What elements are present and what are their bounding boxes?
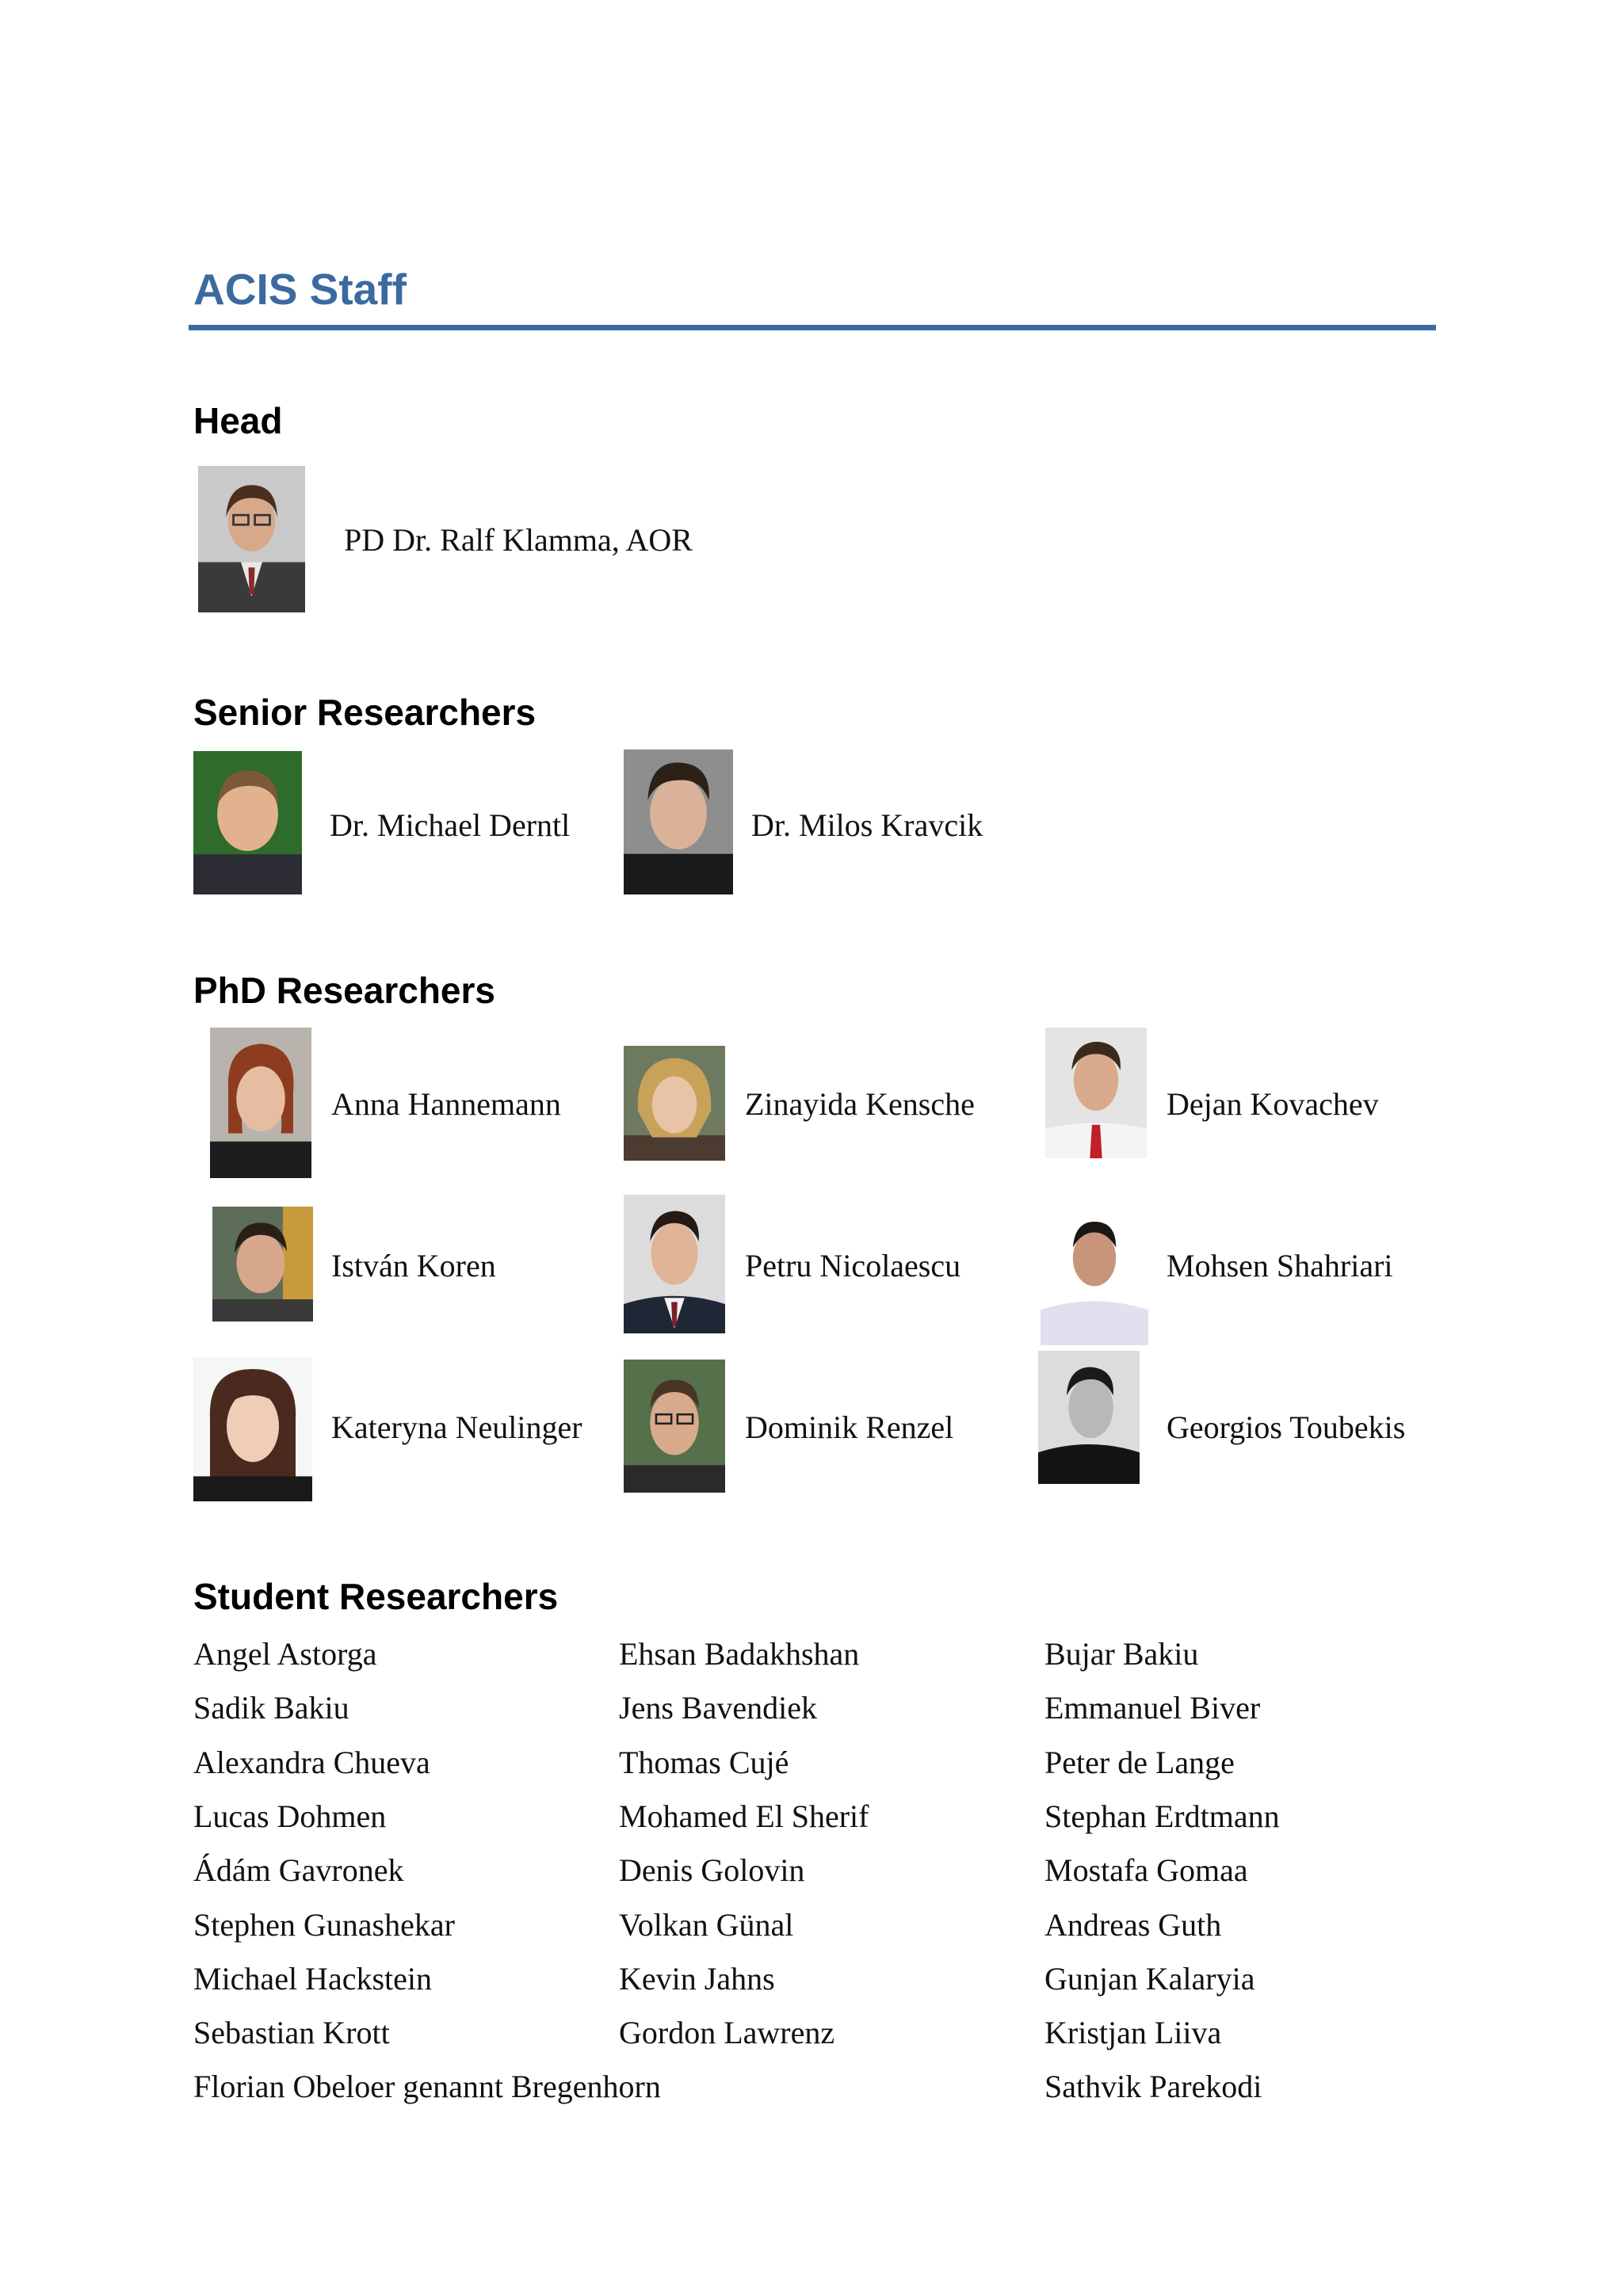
student-name: Mostafa Gomaa [1044, 1852, 1248, 1888]
person-photo [624, 1046, 725, 1161]
student-name: Sebastian Krott [193, 2015, 390, 2050]
student-name: Peter de Lange [1044, 1745, 1235, 1780]
student-name: Kevin Jahns [619, 1961, 775, 1997]
person-name: Kateryna Neulinger [331, 1409, 582, 1445]
student-name: Denis Golovin [619, 1852, 805, 1888]
person-photo [624, 749, 733, 894]
student-name: Ádám Gavronek [193, 1852, 404, 1888]
person-photo [624, 1195, 725, 1333]
person-name: Petru Nicolaescu [745, 1248, 961, 1283]
student-name: Bujar Bakiu [1044, 1636, 1199, 1672]
person-name: Dominik Renzel [745, 1409, 954, 1445]
person-photo [193, 751, 302, 894]
person-name: Georgios Toubekis [1167, 1409, 1406, 1445]
student-name: Andreas Guth [1044, 1907, 1222, 1943]
section-heading-students: Student Researchers [193, 1576, 559, 1617]
person-photo [193, 1357, 312, 1501]
student-name: Gunjan Kalaryia [1044, 1961, 1255, 1997]
person-photo [1041, 1207, 1148, 1345]
person-name: Zinayida Kensche [745, 1086, 975, 1122]
student-name: Emmanuel Biver [1044, 1690, 1261, 1726]
person-photo [198, 466, 305, 612]
person-photo [1038, 1351, 1140, 1484]
person-name: Mohsen Shahriari [1167, 1248, 1393, 1283]
section-heading-senior: Senior Researchers [193, 692, 537, 733]
person-name: Dejan Kovachev [1167, 1086, 1379, 1122]
student-name: Gordon Lawrenz [619, 2015, 835, 2050]
student-name: Lucas Dohmen [193, 1798, 387, 1834]
person-photo [1045, 1028, 1147, 1158]
person-name: PD Dr. Ralf Klamma, AOR [344, 522, 693, 558]
student-name: Angel Astorga [193, 1636, 377, 1672]
person-photo [210, 1028, 311, 1178]
student-name: Stephan Erdtmann [1044, 1798, 1280, 1834]
page-title: ACIS Staff [193, 265, 407, 314]
student-name: Thomas Cujé [619, 1745, 789, 1780]
student-name: Florian Obeloer genannt Bregenhorn [193, 2069, 661, 2104]
student-name: Alexandra Chueva [193, 1745, 430, 1780]
student-name: Mohamed El Sherif [619, 1798, 869, 1834]
student-name: Ehsan Badakhshan [619, 1636, 860, 1672]
student-name: Stephen Gunashekar [193, 1907, 455, 1943]
student-name: Kristjan Liiva [1044, 2015, 1222, 2050]
student-name: Jens Bavendiek [619, 1690, 817, 1726]
person-photo [624, 1360, 725, 1493]
student-name: Volkan Günal [619, 1907, 794, 1943]
student-name: Sadik Bakiu [193, 1690, 349, 1726]
section-heading-head: Head [193, 400, 283, 441]
student-name: Michael Hackstein [193, 1961, 432, 1997]
person-name: Dr. Milos Kravcik [751, 807, 983, 843]
person-name: Dr. Michael Derntl [330, 807, 571, 843]
person-name: Anna Hannemann [331, 1086, 561, 1122]
student-name: Sathvik Parekodi [1044, 2069, 1262, 2104]
title-underline [189, 325, 1436, 330]
person-name: István Koren [331, 1248, 496, 1283]
person-photo [212, 1207, 313, 1322]
section-heading-phd: PhD Researchers [193, 970, 495, 1011]
